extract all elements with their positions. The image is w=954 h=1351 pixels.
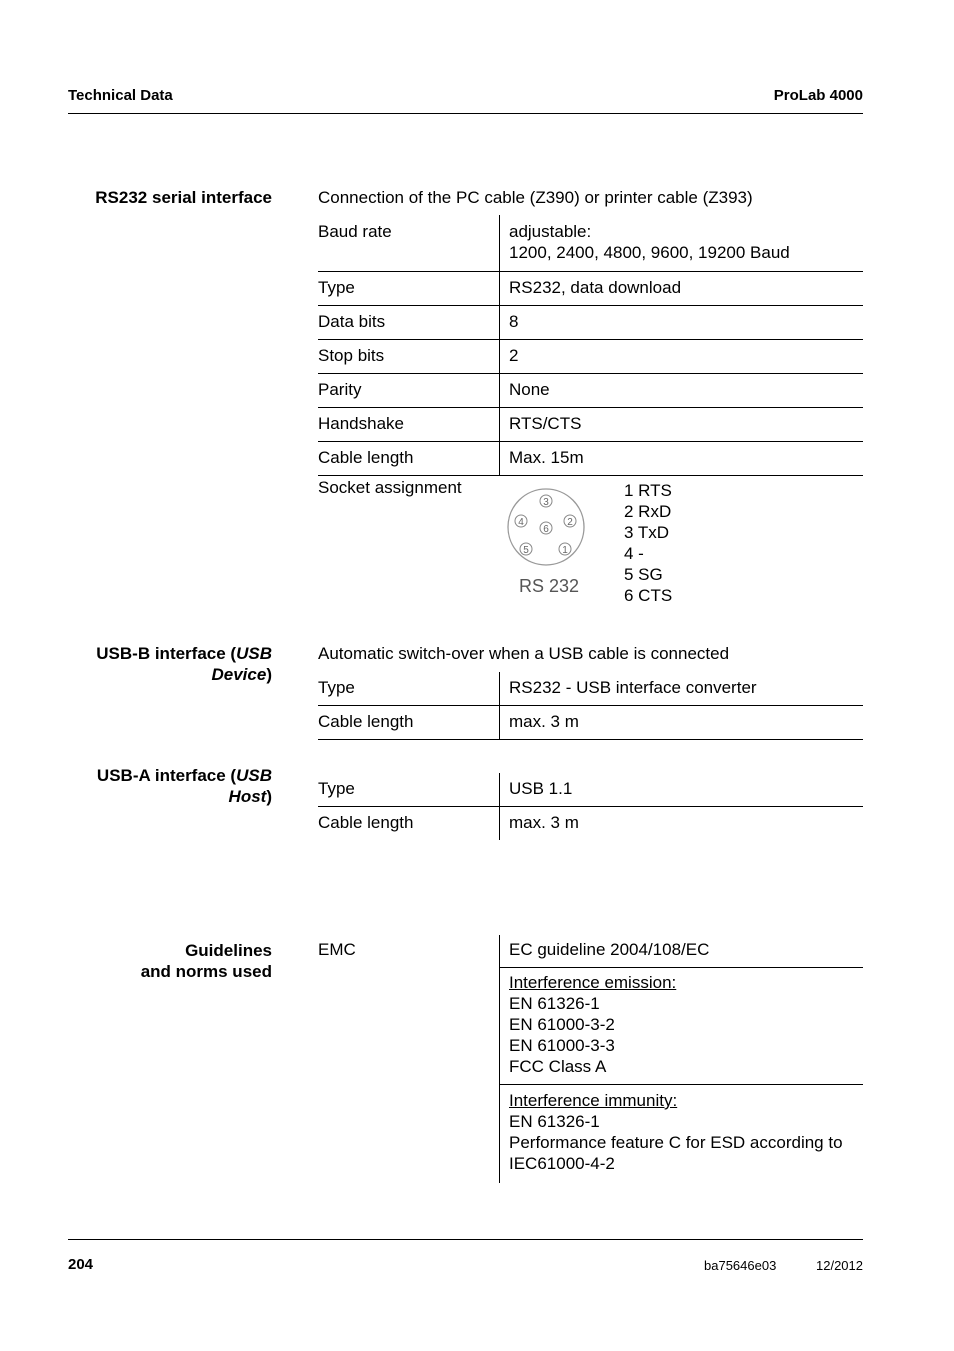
row-key: Data bits bbox=[318, 306, 500, 340]
pin-5-number: 5 bbox=[523, 545, 529, 556]
list-item: 2 RxD bbox=[624, 502, 672, 521]
row-key: Handshake bbox=[318, 408, 500, 442]
pin-2-number: 2 bbox=[567, 517, 573, 528]
usb-a-section-title bbox=[97, 765, 272, 807]
document-id: ba75646e03 bbox=[704, 1258, 777, 1273]
list-item: 4 - bbox=[624, 544, 644, 563]
table-row bbox=[318, 272, 863, 306]
rs232-section-title: RS232 serial interface bbox=[95, 188, 272, 207]
rs232-table bbox=[318, 215, 863, 476]
list-item: 6 CTS bbox=[624, 586, 673, 605]
emission-cell bbox=[500, 968, 864, 1085]
row-key: Cable length bbox=[318, 442, 500, 476]
baud-rate-line-2: 1200, 2400, 4800, 9600, 19200 Baud bbox=[509, 243, 790, 262]
usb-b-intro: Automatic switch-over when a USB cable is connected bbox=[318, 644, 730, 663]
usb-b-title-em-2: Device bbox=[211, 665, 267, 684]
row-value: max. 3 m bbox=[500, 706, 864, 740]
row-key: EMC bbox=[318, 935, 500, 1183]
socket-assignment-label: Socket assignment bbox=[318, 478, 462, 497]
row-key: Parity bbox=[318, 374, 500, 408]
row-value: USB 1.1 bbox=[500, 773, 864, 807]
pin-3-number: 3 bbox=[543, 497, 549, 508]
immunity-heading: Interference immunity: bbox=[509, 1091, 678, 1110]
usb-b-title-suffix: ) bbox=[266, 665, 272, 684]
row-key: Type bbox=[318, 272, 500, 306]
baud-rate-line-1: adjustable: bbox=[509, 222, 592, 241]
footer-rule bbox=[68, 1239, 863, 1240]
table-row bbox=[318, 215, 863, 272]
table-row bbox=[318, 773, 863, 807]
table-row bbox=[318, 306, 863, 340]
usb-a-title-prefix: USB-A interface ( bbox=[96, 766, 237, 785]
usb-b-section-title bbox=[96, 643, 272, 685]
list-item: EN 61000-3-3 bbox=[509, 1036, 615, 1055]
table-row bbox=[318, 672, 863, 706]
table-row bbox=[318, 807, 863, 841]
header-product: ProLab 4000 bbox=[773, 87, 863, 104]
usb-b-table bbox=[318, 672, 863, 740]
pin-4-number: 4 bbox=[518, 517, 524, 528]
pin-6-number: 6 bbox=[543, 524, 549, 535]
header-rule bbox=[68, 113, 863, 114]
row-key: Type bbox=[318, 773, 500, 807]
rs232-intro: Connection of the PC cable (Z390) or printer cable (Z393) bbox=[318, 188, 753, 207]
list-item: EN 61326-1 bbox=[509, 994, 600, 1013]
list-item: 1 RTS bbox=[624, 481, 672, 500]
rs232-connector-diagram bbox=[500, 482, 600, 602]
table-row bbox=[318, 706, 863, 740]
row-key: Stop bits bbox=[318, 340, 500, 374]
emission-heading: Interference emission: bbox=[509, 973, 677, 992]
guidelines-title-line-1: Guidelines bbox=[185, 941, 272, 960]
table-row bbox=[318, 340, 863, 374]
row-value: max. 3 m bbox=[509, 813, 579, 832]
usb-b-title-prefix: USB-B interface ( bbox=[96, 644, 237, 663]
list-item: Performance feature C for ESD according to bbox=[509, 1133, 843, 1152]
table-row bbox=[318, 935, 863, 968]
row-value: RS232 - USB interface converter bbox=[500, 672, 864, 706]
list-item: IEC61000-4-2 bbox=[509, 1154, 615, 1173]
list-item: 3 TxD bbox=[624, 523, 670, 542]
row-value: 2 bbox=[500, 340, 864, 374]
pin-list bbox=[624, 480, 672, 606]
header-title: Technical Data bbox=[68, 87, 173, 104]
row-key: Type bbox=[318, 672, 500, 706]
table-row bbox=[318, 374, 863, 408]
list-item: 5 SG bbox=[624, 565, 663, 584]
usb-a-title-em-2: Host bbox=[228, 787, 267, 806]
list-item: FCC Class A bbox=[509, 1057, 607, 1076]
usb-a-table bbox=[318, 773, 863, 840]
list-item: EN 61000-3-2 bbox=[509, 1015, 615, 1034]
pin-1-number: 1 bbox=[562, 545, 568, 556]
immunity-cell bbox=[500, 1085, 864, 1184]
list-item: EN 61326-1 bbox=[509, 1112, 600, 1131]
guidelines-table bbox=[318, 935, 863, 1183]
row-value: EC guideline 2004/108/EC bbox=[500, 935, 864, 968]
row-value: Max. 15m bbox=[500, 442, 864, 476]
row-key: Cable length bbox=[318, 706, 500, 740]
usb-a-title-em-1: USB bbox=[236, 766, 272, 785]
usb-b-title-em-1: USB bbox=[236, 644, 272, 663]
row-value: None bbox=[500, 374, 864, 408]
guidelines-title-line-2: and norms used bbox=[140, 962, 272, 981]
row-key: Baud rate bbox=[318, 215, 500, 272]
document-date: 12/2012 bbox=[816, 1258, 863, 1273]
connector-caption: RS 232 bbox=[518, 576, 580, 596]
usb-a-title-suffix: ) bbox=[266, 787, 272, 806]
row-value bbox=[500, 215, 864, 272]
row-key: Cable length bbox=[318, 807, 500, 841]
row-value: RS232, data download bbox=[500, 272, 864, 306]
row-value: RTS/CTS bbox=[500, 408, 864, 442]
page-number: 204 bbox=[68, 1256, 94, 1273]
guidelines-section-title bbox=[141, 940, 272, 982]
table-row bbox=[318, 442, 863, 476]
table-row bbox=[318, 408, 863, 442]
row-value: 8 bbox=[500, 306, 864, 340]
